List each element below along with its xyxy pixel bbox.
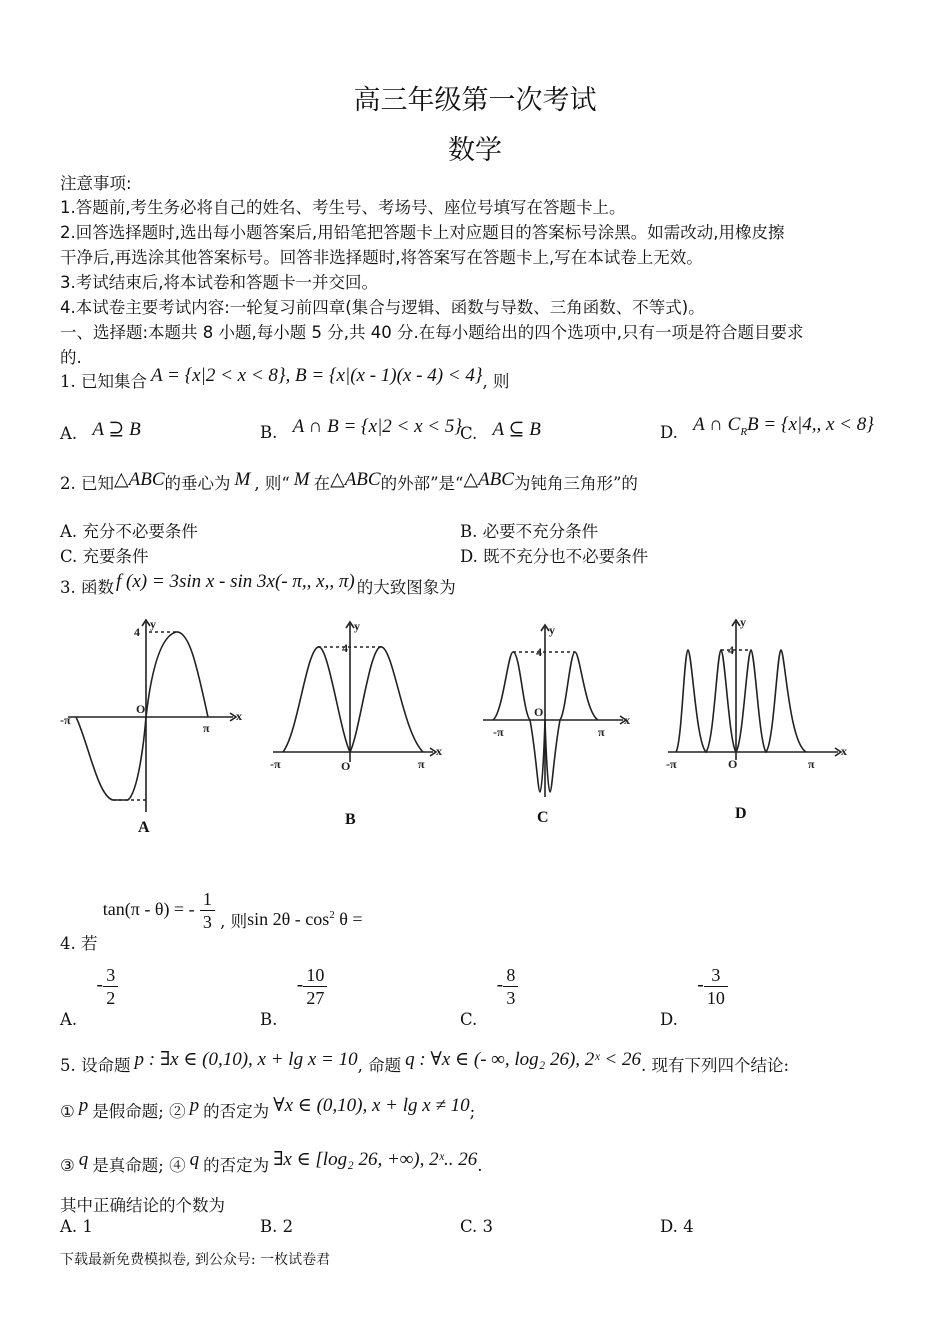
graph-c-label: C (537, 809, 549, 826)
q5-question: 其中正确结论的个数为 (60, 1196, 225, 1215)
graph-a[interactable] (68, 620, 236, 812)
q1-prefix: 1. 已知集合 (60, 372, 147, 391)
q2-option-b[interactable]: B. 必要不充分条件 (460, 522, 599, 541)
question-4: 4. 若 tan(π - θ) = - $\frac{1}{3}$ , 则$\sin 2\theta - \cos^2 \theta$ = (60, 889, 363, 953)
notes-heading: 注意事项: (60, 174, 132, 193)
note-item: 干净后,再选涂其他答案标号。回答非选择题时,将答案写在答题卡上,写在本试卷上无效。 (60, 248, 703, 267)
note-item: 4.本试卷主要考试内容:一轮复习前四章(集合与逻辑、函数与导数、三角函数、不等式)。 (60, 298, 705, 317)
graph-b-y: y (354, 619, 360, 633)
q1-option-c[interactable]: C. A ⊆ B (460, 419, 541, 443)
question-3: 3. 函数 f (x) = 3sin x - sin 3x(- π,, x,, π) 的大致图象为 (60, 571, 456, 597)
q5-option-b[interactable]: B. 2 (260, 1217, 294, 1236)
section-heading-cont: 的. (60, 348, 82, 367)
q1-option-d[interactable]: D. A ∩ $C_RB = \{x|4$,, x < 8} (660, 414, 874, 442)
q4-fraction: $\frac{1}{3}$ (200, 888, 215, 933)
footer-note: 下载最新免费模拟卷, 到公众号: 一枚试卷君 (60, 1252, 331, 1268)
q5-option-d[interactable]: D. 4 (660, 1217, 694, 1236)
graph-a-four: 4 (134, 625, 140, 639)
graph-a-neg-pi: -π (60, 713, 71, 727)
q2-option-a[interactable]: A. 充分不必要条件 (60, 522, 198, 541)
question-5: 5. 设命题 p : ∃x ∈ (0,10), x + lg x = 10, 命题 q : ∀x ∈ (- ∞, log₂ 26), 2ˣ < 26. 现有下列四个结论: (60, 1049, 790, 1075)
q5-conclusions-1-2: ① p 是假命题; ② p 的否定为 ∀x ∈ (0,10), x + lg x ≠ 10; (60, 1095, 476, 1121)
q2-option-d[interactable]: D. 既不充分也不必要条件 (460, 547, 649, 566)
note-item: 3.考试结束后,将本试卷和答题卡一并交回。 (60, 273, 378, 292)
q5-conclusions-3-4: ③ q 是真命题; ④ q 的否定为 ∃x ∈ [log₂ 26, +∞), 2ˣ.. 26. (60, 1149, 483, 1175)
graph-b[interactable] (273, 622, 436, 762)
graph-a-x: x (236, 709, 242, 723)
note-item: 1.答题前,考生务必将自己的姓名、考生号、考场号、座位号填写在答题卡上。 (60, 198, 626, 217)
q1-option-a[interactable]: A. A ⊇ B (60, 419, 141, 443)
graph-b-x: x (436, 744, 442, 758)
graph-c[interactable] (483, 625, 626, 797)
graph-a-label: A (138, 819, 150, 836)
q4-option-d[interactable]: D. - $\frac{3}{10}$ (660, 964, 728, 1009)
graph-c-x: x (624, 713, 630, 727)
q1-math: A = {x|2 < x < 8}, B = {x|(x - 1)(x - 4) < 4} (151, 365, 483, 386)
graph-d-label: D (735, 805, 747, 822)
exam-title: 高三年级第一次考试 (353, 85, 597, 116)
graph-b-four: 4 (342, 641, 348, 655)
graph-c-pi: π (598, 725, 605, 739)
question-1 (60, 365, 510, 393)
q5-option-c[interactable]: C. 3 (460, 1217, 494, 1236)
graph-d-four: 4 (728, 643, 734, 657)
q4-option-a[interactable]: A. - $\frac{3}{2}$ (60, 964, 118, 1009)
graph-d-neg-pi: -π (666, 757, 677, 771)
graph-d-x: x (841, 744, 847, 758)
graph-c-origin: O (534, 705, 544, 719)
subject-title: 数学 (448, 135, 502, 166)
graph-c-neg-pi: -π (493, 725, 504, 739)
question-2: 2. 已知△ABC的垂心为 M , 则“ M 在△ABC的外部”是“△ABC为钝角三角形”的 (60, 469, 638, 493)
q3-graphs (58, 612, 858, 842)
section-heading: 一、选择题:本题共 8 小题,每小题 5 分,共 40 分.在每小题给出的四个选项中,只有一项是符合题目要求 (60, 323, 804, 342)
graph-d-pi: π (808, 757, 815, 771)
q4-option-c[interactable]: C. - $\frac{8}{3}$ (460, 964, 518, 1009)
graph-b-neg-pi: -π (270, 757, 281, 771)
graph-b-origin: O (341, 759, 351, 773)
q1-suffix: , 则 (482, 372, 510, 391)
graph-d[interactable] (668, 620, 841, 760)
q4-option-b[interactable]: B. - $\frac{10}{27}$ (260, 964, 327, 1009)
graph-c-four: 4 (536, 645, 542, 659)
graph-c-y: y (549, 623, 555, 637)
note-item: 2.回答选择题时,选出每小题答案后,用铅笔把答题卡上对应题目的答案标号涂黑。如需改动,用橡皮擦 (60, 223, 785, 242)
q1-option-b[interactable]: B. A ∩ B = {x|2 < x < 5} (260, 416, 462, 442)
graph-d-origin: O (728, 757, 738, 771)
q5-option-a[interactable]: A. 1 (60, 1217, 93, 1236)
graph-a-origin: O (136, 702, 146, 716)
graph-a-y: y (150, 617, 156, 631)
q2-option-c[interactable]: C. 充要条件 (60, 547, 149, 566)
graph-b-pi: π (418, 757, 425, 771)
graph-d-y: y (740, 615, 746, 629)
graph-b-label: B (345, 811, 356, 828)
graph-a-pi: π (203, 721, 210, 735)
